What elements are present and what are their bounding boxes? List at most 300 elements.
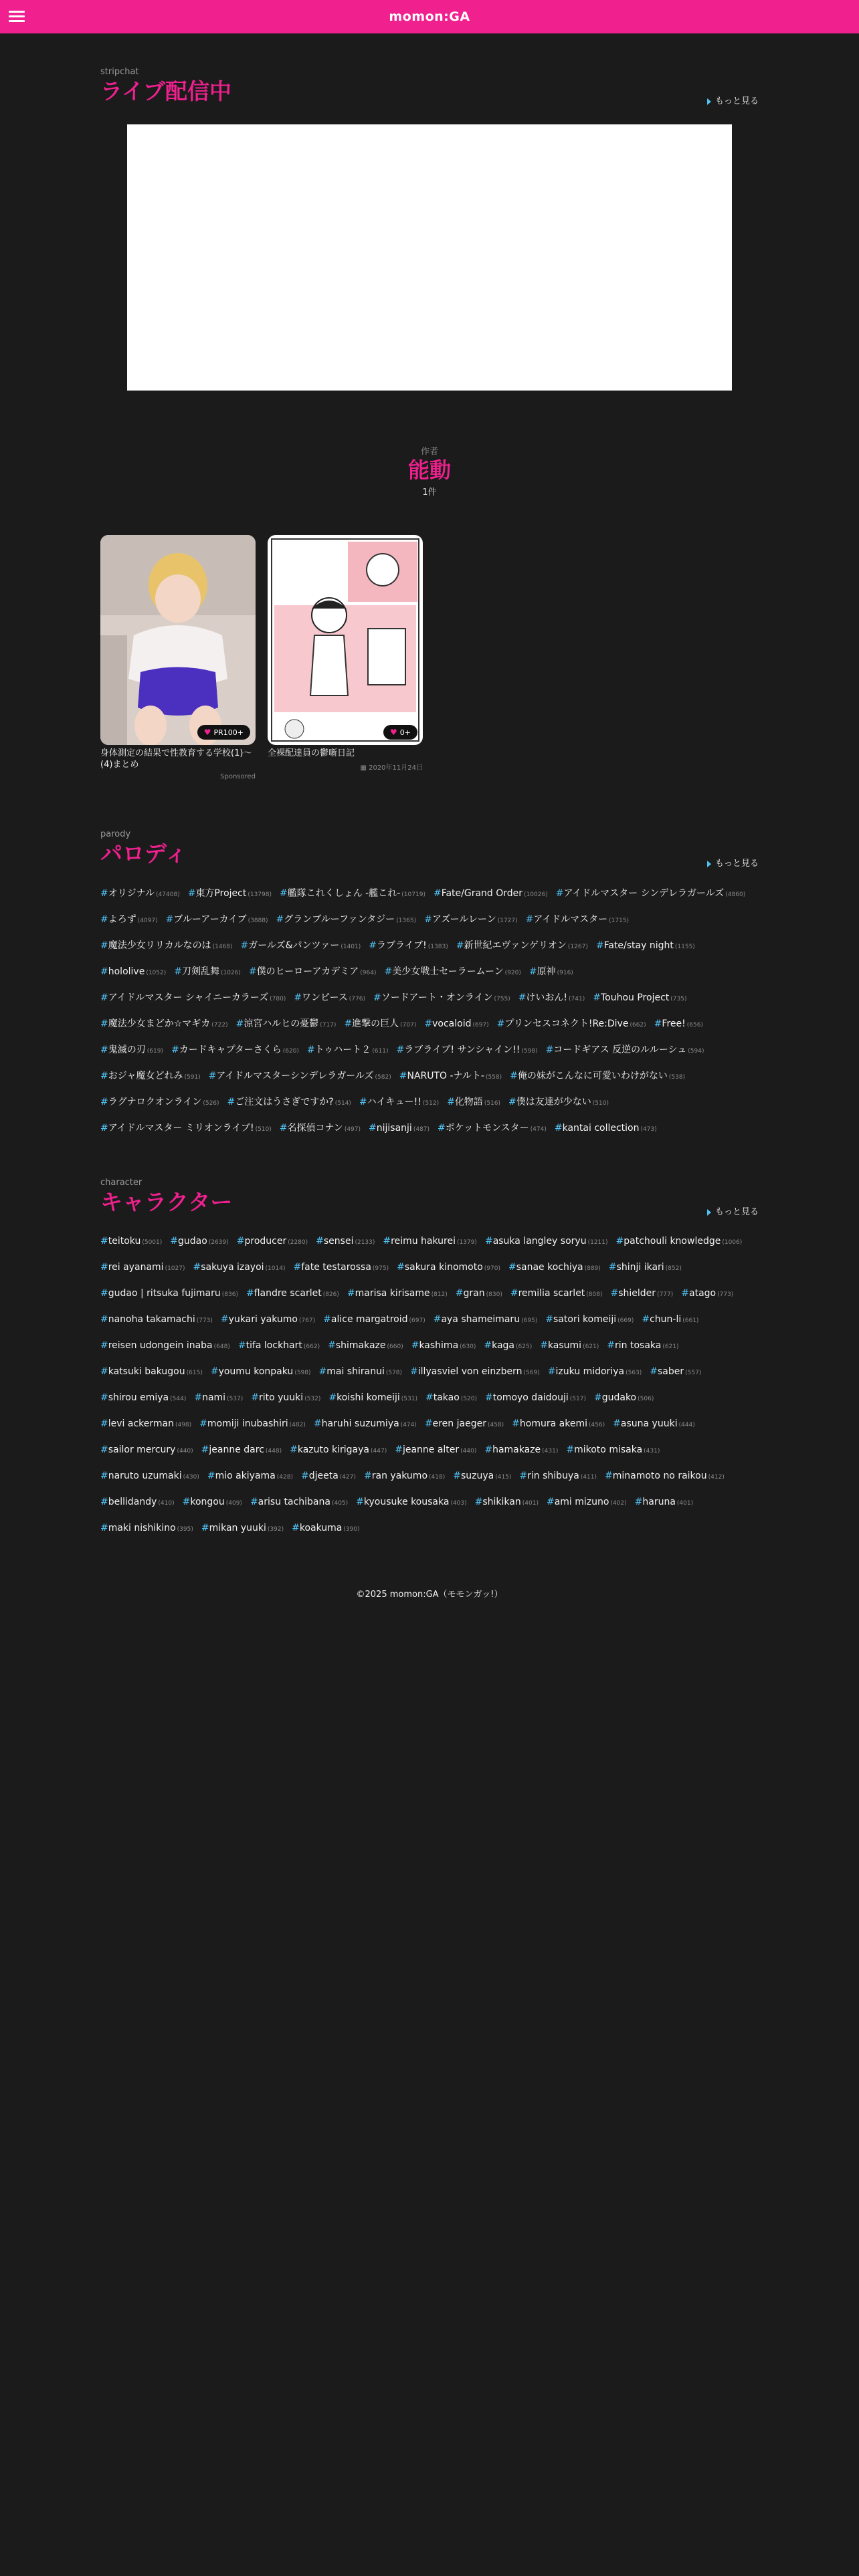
hash-icon: #	[100, 1288, 108, 1299]
tag-name: アイドルマスター ミリオンライブ!	[108, 1123, 254, 1134]
tag-link[interactable]	[526, 907, 629, 934]
tag-name: kyousuke kousaka	[363, 1497, 450, 1507]
hash-icon: #	[328, 1392, 337, 1403]
tag-count: (830)	[486, 1291, 502, 1298]
tag-count: (755)	[494, 996, 510, 1002]
tag-name: 刀剣乱舞	[181, 966, 219, 977]
tag-link[interactable]	[100, 1116, 272, 1142]
tag-name: カードキャプターさくら	[179, 1045, 282, 1055]
tag-link[interactable]	[201, 1438, 282, 1464]
tag-link[interactable]	[100, 1360, 203, 1386]
tag-link[interactable]	[347, 1281, 448, 1307]
tag-count: (697)	[472, 1022, 489, 1029]
tag-link[interactable]	[237, 1229, 308, 1255]
tag-link[interactable]	[236, 1012, 337, 1038]
tag-name: mai shiranui	[326, 1366, 385, 1377]
tag-link[interactable]	[424, 907, 518, 934]
tag-link[interactable]	[100, 1012, 228, 1038]
tag-name: アイドルマスターシンデレラガールズ	[216, 1071, 374, 1081]
tag-link[interactable]	[280, 1116, 361, 1142]
work-card[interactable]	[268, 535, 423, 772]
tag-link[interactable]	[424, 1012, 488, 1038]
tag-count: (430)	[183, 1474, 199, 1481]
tag-link[interactable]	[518, 986, 585, 1012]
tag-count: (975)	[372, 1265, 389, 1272]
hash-icon: #	[545, 1045, 554, 1055]
tag-name: 美少女戦士セーラームーン	[392, 966, 504, 977]
work-thumbnail[interactable]	[100, 535, 256, 745]
parody-more-link[interactable]: もっと見る	[707, 856, 759, 869]
tag-link[interactable]	[100, 1064, 201, 1090]
tag-name: アイドルマスター	[533, 914, 608, 925]
like-badge: ♥ PR100+	[197, 725, 250, 740]
tag-link[interactable]	[397, 1038, 538, 1064]
tag-link[interactable]	[593, 986, 686, 1012]
tag-link[interactable]	[635, 1490, 693, 1516]
hash-icon: #	[100, 1071, 108, 1081]
tag-count: (741)	[569, 996, 585, 1002]
character-section-sub: character	[100, 1178, 142, 1188]
hash-icon: #	[100, 1018, 108, 1029]
tag-link[interactable]	[246, 1281, 339, 1307]
hash-icon: #	[424, 1018, 433, 1029]
tag-link[interactable]	[194, 1386, 243, 1412]
tag-name: アズールレーン	[432, 914, 496, 925]
tag-count: (405)	[331, 1500, 349, 1507]
tag-name: fate testarossa	[301, 1262, 371, 1273]
tag-name: satori komeiji	[553, 1314, 617, 1325]
tag-count: (582)	[375, 1074, 391, 1081]
hash-icon: #	[510, 1071, 518, 1081]
tag-count: (889)	[584, 1265, 601, 1272]
tag-link[interactable]	[654, 1012, 703, 1038]
tag-link[interactable]	[434, 881, 548, 907]
tag-count: (598)	[294, 1370, 311, 1376]
hash-icon: #	[279, 1123, 288, 1134]
tag-link[interactable]	[100, 986, 286, 1012]
tag-count: (13798)	[248, 891, 272, 898]
hash-icon: #	[174, 966, 182, 977]
tag-link[interactable]	[519, 1464, 597, 1490]
tag-link[interactable]	[251, 1386, 320, 1412]
tag-link[interactable]	[100, 934, 233, 960]
tag-link[interactable]	[607, 1333, 678, 1360]
tag-name: ラブライブ! サンシャイン!!	[404, 1045, 520, 1055]
hash-icon: #	[328, 1340, 336, 1351]
tag-name: sailor mercury	[108, 1444, 176, 1455]
tag-link[interactable]	[447, 1090, 500, 1116]
tag-link[interactable]	[307, 1038, 389, 1064]
tag-count: (1155)	[674, 944, 695, 950]
hash-icon: #	[344, 1018, 353, 1029]
tag-link[interactable]	[193, 1255, 286, 1281]
parody-tag-list	[100, 881, 759, 1142]
tag-name: オリジナル	[108, 888, 155, 899]
live-section-sub: stripchat	[100, 67, 139, 77]
tag-link[interactable]	[596, 934, 695, 960]
tag-name: saber	[658, 1366, 684, 1377]
tag-count: (473)	[640, 1126, 657, 1133]
hash-icon: #	[100, 1444, 108, 1455]
tag-name: ran yakumo	[371, 1471, 428, 1481]
tag-link[interactable]	[510, 1281, 603, 1307]
tag-link[interactable]	[207, 1464, 293, 1490]
tag-link[interactable]	[344, 1012, 416, 1038]
tag-link[interactable]	[425, 1412, 504, 1438]
hash-icon: #	[605, 1471, 613, 1481]
tag-count: (4097)	[137, 918, 158, 924]
tag-link[interactable]	[100, 1490, 175, 1516]
hash-icon: #	[318, 1366, 327, 1377]
tag-link[interactable]	[609, 1255, 682, 1281]
tag-name: hamakaze	[492, 1444, 541, 1455]
tag-link[interactable]	[227, 1090, 351, 1116]
parody-section	[100, 829, 759, 869]
tag-link[interactable]	[100, 1386, 186, 1412]
tag-link[interactable]	[100, 1438, 193, 1464]
tag-count: (648)	[213, 1344, 230, 1350]
work-title[interactable]: 全裸配達員の鬱噺日記	[268, 748, 355, 758]
tag-link[interactable]	[276, 907, 417, 934]
tag-link[interactable]	[249, 960, 377, 986]
tag-count: (1727)	[497, 918, 518, 924]
tag-link[interactable]	[556, 881, 746, 907]
tag-link[interactable]	[540, 1333, 599, 1360]
tag-link[interactable]	[613, 1412, 695, 1438]
tag-count: (390)	[343, 1526, 360, 1533]
hash-icon: #	[566, 1444, 575, 1455]
tag-count: (514)	[335, 1100, 351, 1107]
hash-icon: #	[369, 1123, 377, 1134]
tag-count: (428)	[276, 1474, 293, 1481]
tag-link[interactable]	[425, 1386, 477, 1412]
hash-icon: #	[496, 1018, 505, 1029]
hash-icon: #	[456, 940, 464, 951]
tag-name: 鬼滅の刃	[108, 1045, 146, 1055]
tag-link[interactable]	[508, 1255, 601, 1281]
tag-link[interactable]	[316, 1229, 375, 1255]
tag-name: eren jaeger	[432, 1418, 486, 1429]
tag-count: (2133)	[355, 1239, 375, 1246]
hash-icon: #	[300, 1471, 309, 1481]
tag-link[interactable]	[616, 1229, 743, 1255]
hash-icon: #	[236, 1236, 245, 1247]
tag-link[interactable]	[529, 960, 573, 986]
tag-count: (516)	[484, 1100, 501, 1107]
tag-count: (444)	[678, 1422, 695, 1428]
tag-link[interactable]	[238, 1333, 320, 1360]
hash-icon: #	[411, 1340, 419, 1351]
tag-name: kaga	[492, 1340, 514, 1351]
tag-count: (1027)	[165, 1265, 185, 1272]
tag-link[interactable]	[171, 1038, 299, 1064]
tag-link[interactable]	[241, 934, 361, 960]
tag-name: gudako	[601, 1392, 637, 1403]
tag-link[interactable]	[399, 1064, 502, 1090]
hash-icon: #	[194, 1392, 203, 1403]
tag-count: (512)	[422, 1100, 440, 1107]
hash-icon: #	[484, 1444, 493, 1455]
tag-name: rin tosaka	[615, 1340, 662, 1351]
tag-link[interactable]	[100, 1333, 230, 1360]
like-badge: ♥ 0+	[383, 725, 417, 740]
tag-link[interactable]	[328, 1386, 417, 1412]
tag-link[interactable]	[293, 1255, 389, 1281]
hash-icon: #	[397, 1262, 405, 1273]
tag-count: (418)	[429, 1474, 446, 1481]
tag-link[interactable]	[170, 1229, 228, 1255]
tag-link[interactable]	[100, 1516, 193, 1542]
work-card[interactable]	[100, 535, 256, 780]
tag-link[interactable]	[100, 1464, 199, 1490]
tag-link[interactable]	[100, 1038, 163, 1064]
tag-link[interactable]	[453, 1464, 511, 1490]
hamburger-menu-icon[interactable]	[9, 9, 25, 25]
hash-icon: #	[306, 1045, 315, 1055]
parody-section-sub: parody	[100, 829, 131, 839]
tag-name: maki nishikino	[108, 1523, 176, 1533]
tag-count: (456)	[588, 1422, 605, 1428]
tag-count: (767)	[298, 1317, 316, 1324]
hash-icon: #	[508, 1097, 516, 1107]
tag-count: (510)	[255, 1126, 272, 1133]
tag-link[interactable]	[594, 1386, 654, 1412]
tag-name: ブルーアーカイブ	[173, 914, 247, 925]
tag-count: (826)	[322, 1291, 339, 1298]
tag-count: (526)	[203, 1100, 219, 1107]
tag-link[interactable]	[221, 1307, 315, 1333]
hash-icon: #	[642, 1314, 650, 1325]
tag-link[interactable]	[510, 1064, 685, 1090]
tag-count: (1026)	[220, 970, 241, 976]
tag-count: (625)	[516, 1344, 533, 1350]
hash-icon: #	[593, 992, 601, 1003]
hash-icon: #	[540, 1340, 548, 1351]
tag-count: (411)	[580, 1474, 597, 1481]
tag-count: (563)	[626, 1370, 642, 1376]
tag-link[interactable]	[323, 1307, 425, 1333]
tag-link[interactable]	[100, 1412, 191, 1438]
tag-name: shikikan	[482, 1497, 521, 1507]
hash-icon: #	[373, 992, 381, 1003]
tag-link[interactable]	[199, 1412, 306, 1438]
tag-link[interactable]	[555, 1116, 657, 1142]
work-title[interactable]: 身体測定の結果で性教育する学校(1)〜(4)まとめ	[100, 748, 252, 770]
tag-count: (773)	[196, 1317, 213, 1324]
tag-count: (544)	[170, 1396, 187, 1402]
tag-count: (598)	[521, 1048, 538, 1055]
tag-link[interactable]	[484, 1333, 532, 1360]
tag-link[interactable]	[201, 1516, 284, 1542]
tag-link[interactable]	[314, 1412, 417, 1438]
hash-icon: #	[595, 940, 604, 951]
tag-link[interactable]	[456, 1281, 502, 1307]
tag-name: kantai collection	[562, 1123, 640, 1134]
tag-count: (777)	[657, 1291, 674, 1298]
tag-count: (780)	[270, 996, 286, 1002]
hash-icon: #	[165, 914, 174, 925]
tag-count: (410)	[158, 1500, 175, 1507]
tag-name: patchouli knowledge	[624, 1236, 721, 1247]
tag-link[interactable]	[292, 1516, 359, 1542]
tag-link[interactable]	[100, 1281, 238, 1307]
tag-name: 東方Project	[195, 888, 247, 899]
tag-name: トゥハート２	[314, 1045, 371, 1055]
tag-link[interactable]	[485, 1229, 608, 1255]
tag-link[interactable]	[290, 1438, 387, 1464]
tag-name: けいおん!	[526, 992, 568, 1003]
tag-name: illyasviel von einzbern	[417, 1366, 522, 1377]
hash-icon: #	[220, 1314, 229, 1325]
tag-count: (1014)	[265, 1265, 286, 1272]
tag-link[interactable]	[475, 1490, 539, 1516]
hash-icon: #	[546, 1497, 555, 1507]
hash-icon: #	[608, 1262, 617, 1273]
tag-link[interactable]	[642, 1307, 698, 1333]
tag-link[interactable]	[545, 1307, 634, 1333]
tag-link[interactable]	[395, 1438, 476, 1464]
hash-icon: #	[484, 1340, 492, 1351]
tag-link[interactable]	[100, 881, 180, 907]
calendar-icon: ▦	[360, 764, 369, 772]
tag-name: hololive	[108, 966, 145, 977]
tag-link[interactable]	[512, 1412, 605, 1438]
tag-link[interactable]	[369, 934, 448, 960]
hash-icon: #	[484, 1236, 493, 1247]
tag-link[interactable]	[100, 1090, 219, 1116]
tag-link[interactable]	[650, 1360, 701, 1386]
character-more-link[interactable]: もっと見る	[707, 1204, 759, 1217]
tag-link[interactable]	[548, 1360, 642, 1386]
tag-link[interactable]	[188, 881, 272, 907]
tag-link[interactable]	[434, 1307, 538, 1333]
heart-icon: ♥	[203, 728, 211, 737]
tag-name: ソードアート・オンライン	[381, 992, 493, 1003]
live-stream-frame[interactable]	[127, 124, 732, 391]
tag-link[interactable]	[100, 1255, 185, 1281]
tag-count: (620)	[282, 1048, 299, 1055]
tag-count: (4860)	[725, 891, 746, 898]
tag-link[interactable]	[410, 1360, 540, 1386]
tag-count: (1211)	[587, 1239, 608, 1246]
tag-link[interactable]	[605, 1464, 725, 1490]
tag-link[interactable]	[356, 1490, 466, 1516]
tag-link[interactable]	[319, 1360, 403, 1386]
tag-name: kashima	[419, 1340, 459, 1351]
author-work-count: 1件	[422, 488, 437, 498]
parody-section-title: パロディ	[100, 841, 187, 867]
tag-link[interactable]	[681, 1281, 733, 1307]
tag-link[interactable]	[484, 1438, 558, 1464]
tag-link[interactable]	[166, 907, 268, 934]
tag-name: 俺の妹がこんなに可愛いわけがない	[517, 1071, 668, 1081]
tag-link[interactable]	[174, 960, 241, 986]
tag-count: (447)	[371, 1448, 387, 1455]
tag-link[interactable]	[301, 1464, 356, 1490]
tag-link[interactable]	[566, 1438, 660, 1464]
tag-name: koishi komeiji	[337, 1392, 400, 1403]
site-logo[interactable]: momon:GA	[389, 9, 470, 24]
tag-link[interactable]	[209, 1064, 391, 1090]
tag-link[interactable]	[280, 881, 425, 907]
tag-name: mikoto misaka	[574, 1444, 643, 1455]
tag-link[interactable]	[369, 1116, 430, 1142]
hash-icon: #	[100, 1123, 108, 1134]
tag-count: (431)	[542, 1448, 559, 1455]
tag-count: (440)	[460, 1448, 477, 1455]
tag-count: (487)	[413, 1126, 430, 1133]
live-more-link[interactable]: もっと見る	[707, 94, 759, 106]
tag-link[interactable]	[411, 1333, 476, 1360]
hash-icon: #	[554, 1123, 563, 1134]
tag-link[interactable]	[100, 960, 166, 986]
heart-icon: ♥	[390, 728, 397, 737]
hash-icon: #	[545, 1314, 554, 1325]
tag-count: (852)	[665, 1265, 682, 1272]
play-triangle-icon	[707, 861, 711, 867]
tag-link[interactable]	[383, 1229, 477, 1255]
tag-link[interactable]	[183, 1490, 242, 1516]
tag-link[interactable]	[250, 1490, 348, 1516]
tag-name: sakura kinomoto	[404, 1262, 483, 1273]
hash-icon: #	[424, 914, 432, 925]
tag-link[interactable]	[364, 1464, 445, 1490]
tag-link[interactable]	[611, 1281, 674, 1307]
tag-name: flandre scarlet	[254, 1288, 322, 1299]
tag-link[interactable]	[211, 1360, 311, 1386]
tag-count: (619)	[147, 1048, 163, 1055]
tag-name: 僕は友達が少ない	[516, 1097, 591, 1107]
hash-icon: #	[369, 940, 377, 951]
tag-link[interactable]	[456, 934, 588, 960]
tag-name: shirou emiya	[108, 1392, 169, 1403]
tag-name: haruhi suzumiya	[321, 1418, 399, 1429]
hash-icon: #	[529, 966, 537, 977]
tag-link[interactable]	[100, 907, 158, 934]
hash-icon: #	[250, 1497, 258, 1507]
tag-count: (662)	[630, 1022, 646, 1029]
tag-link[interactable]	[485, 1386, 586, 1412]
tag-count: (615)	[186, 1370, 203, 1376]
tag-link[interactable]	[547, 1490, 627, 1516]
tag-link[interactable]	[100, 1229, 162, 1255]
tag-count: (697)	[409, 1317, 425, 1324]
tag-name: djeeta	[308, 1471, 339, 1481]
tag-link[interactable]	[497, 1012, 646, 1038]
hash-icon: #	[555, 888, 564, 899]
tag-link[interactable]	[546, 1038, 704, 1064]
tag-link[interactable]	[373, 986, 510, 1012]
tag-name: alice margatroid	[330, 1314, 408, 1325]
tag-count: (1715)	[609, 918, 630, 924]
tag-name: sakuya izayoi	[201, 1262, 264, 1273]
tag-link[interactable]	[384, 960, 520, 986]
tag-link[interactable]	[508, 1090, 609, 1116]
tag-count: (630)	[460, 1344, 476, 1350]
tag-link[interactable]	[438, 1116, 547, 1142]
tag-name: bellidandy	[108, 1497, 157, 1507]
tag-link[interactable]	[100, 1307, 213, 1333]
tag-link[interactable]	[397, 1255, 500, 1281]
tag-link[interactable]	[294, 986, 365, 1012]
work-thumbnail[interactable]	[268, 535, 423, 745]
hash-icon: #	[433, 1314, 442, 1325]
tag-name: ご注文はうさぎですか?	[235, 1097, 334, 1107]
tag-name: kongou	[190, 1497, 225, 1507]
tag-link[interactable]	[359, 1090, 439, 1116]
tag-link[interactable]	[328, 1333, 403, 1360]
tag-name: marisa kirisame	[355, 1288, 430, 1299]
